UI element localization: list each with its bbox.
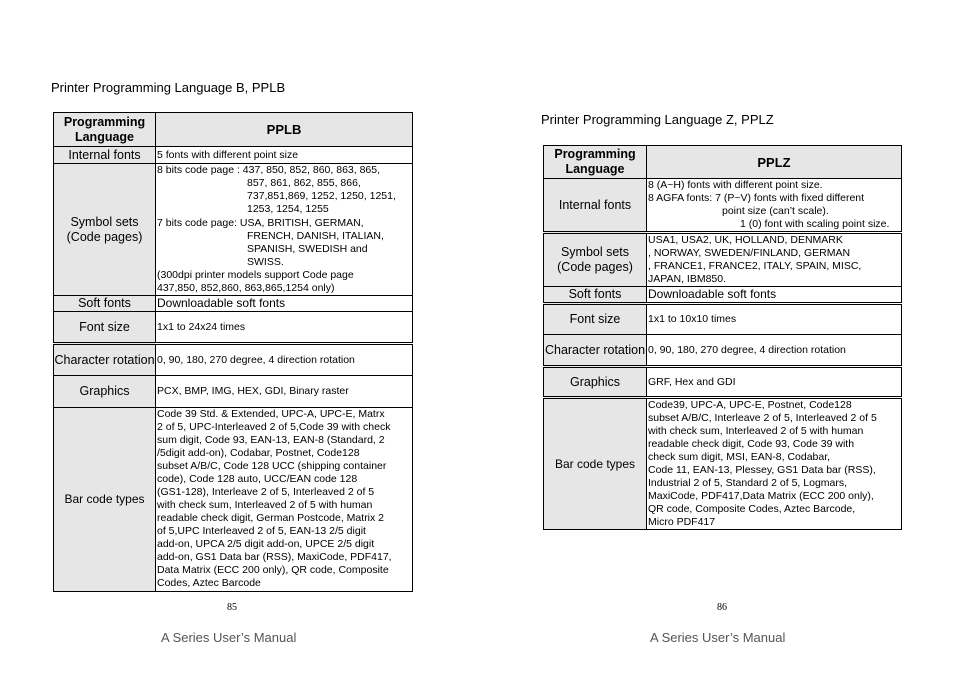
header-label-cell: Programming Language <box>544 146 647 179</box>
symbol-line: 857, 861, 862, 855, 866, <box>247 177 361 189</box>
barcode-line: with check sum, Interleaved 2 of 5 with human <box>157 499 373 511</box>
barcode-line: readable check digit, German Postcode, Matrix 2 <box>157 512 385 524</box>
internal-fonts-line: 1 (0) font with scaling point size. <box>740 218 890 230</box>
font-size-label: Font size <box>54 312 156 344</box>
left-footer: A Series User’s Manual <box>161 630 297 645</box>
soft-fonts-label: Soft fonts <box>54 296 156 312</box>
soft-fonts-label: Soft fonts <box>544 287 647 304</box>
symbol-line: SPANISH, SWEDISH and <box>247 243 368 255</box>
barcode-line: /5digit add-on), Codabar, Postnet, Code128 <box>157 447 360 459</box>
barcode-types-value <box>156 408 413 592</box>
barcode-line: sum digit, Code 93, EAN-13, EAN-8 (Standard, 2 <box>157 434 385 446</box>
character-rotation-label: Character rotation <box>54 344 156 376</box>
font-size-value: 1x1 to 24x24 times <box>156 312 413 344</box>
barcode-types-label: Bar code types <box>544 398 647 530</box>
symbol-line: 1253, 1254, 1255 <box>247 203 329 215</box>
barcode-line: code), Code 128 auto, UCC/EAN code 128 <box>157 473 358 485</box>
barcode-line: QR code, Composite Codes, Aztec Barcode, <box>648 503 856 515</box>
pplz-spec-table <box>543 145 902 530</box>
font-size-value: 1x1 to 10x10 times <box>647 304 902 335</box>
barcode-line: Micro PDF417 <box>648 516 716 528</box>
barcode-line: MaxiCode, PDF417,Data Matrix (ECC 200 only), <box>648 490 874 502</box>
soft-fonts-value: Downloadable soft fonts <box>647 287 902 304</box>
barcode-line: Code39, UPC-A, UPC-E, Postnet, Code128 <box>648 399 852 411</box>
barcode-line: Code 11, EAN-13, Plessey, GS1 Data bar (RSS), <box>648 464 876 476</box>
left-page-number: 85 <box>227 602 237 613</box>
barcode-line: add-on, GS1 Data bar (RSS), MaxiCode, PDF417, <box>157 551 392 563</box>
symbol-line: 437,850, 852,860, 863,865,1254 only) <box>157 282 335 294</box>
barcode-line: (GS1-128), Interleave 2 of 5, Interleaved 2 of 5 <box>157 486 375 498</box>
symbol-sets-label: Symbol sets (Code pages) <box>544 233 647 287</box>
barcode-line: Codes, Aztec Barcode <box>157 577 261 589</box>
symbol-line: SWISS. <box>247 256 284 268</box>
symbol-line: 7 bits code page: USA, BRITISH, GERMAN, <box>157 217 364 229</box>
symbol-line: 737,851,869, 1252, 1250, 1251, <box>247 190 396 202</box>
header-value-cell: PPLZ <box>647 146 902 179</box>
barcode-types-value <box>647 398 902 530</box>
right-footer: A Series User’s Manual <box>650 630 786 645</box>
barcode-line: Code 39 Std. & Extended, UPC-A, UPC-E, Matrx <box>157 408 385 420</box>
internal-fonts-label: Internal fonts <box>544 179 647 233</box>
right-page-title: Printer Programming Language Z, PPLZ <box>541 112 774 127</box>
barcode-line: Data Matrix (ECC 200 only), QR code, Composite <box>157 564 389 576</box>
soft-fonts-value: Downloadable soft fonts <box>156 296 413 312</box>
symbol-line: FRENCH, DANISH, ITALIAN, <box>247 230 384 242</box>
character-rotation-label: Character rotation <box>544 335 647 367</box>
pplb-spec-table <box>53 112 413 592</box>
internal-fonts-label: Internal fonts <box>54 147 156 164</box>
barcode-line: subset A/B/C, Interleave 2 of 5, Interleaved 2 of 5 <box>648 412 877 424</box>
internal-fonts-value: 5 fonts with different point size <box>156 147 413 164</box>
graphics-value: PCX, BMP, IMG, HEX, GDI, Binary raster <box>156 376 413 408</box>
symbol-line: 8 bits code page : 437, 850, 852, 860, 863, 865, <box>157 164 381 176</box>
barcode-line: check sum digit, MSI, EAN-8, Codabar, <box>648 451 831 463</box>
symbol-line: (300dpi printer models support Code page <box>157 269 354 281</box>
barcode-line: add-on, UPCA 2/5 digit add-on, UPCE 2/5 digit <box>157 538 375 550</box>
left-page-title: Printer Programming Language B, PPLB <box>51 80 286 95</box>
symbol-line: USA1, USA2, UK, HOLLAND, DENMARK <box>648 234 843 246</box>
graphics-label: Graphics <box>54 376 156 408</box>
symbol-sets-value <box>156 164 413 296</box>
symbol-line: JAPAN, IBM850. <box>648 273 727 285</box>
internal-fonts-line: point size (can’t scale). <box>722 205 829 217</box>
right-page-number: 86 <box>717 602 727 613</box>
symbol-line: , NORWAY, SWEDEN/FINLAND, GERMAN <box>648 247 851 259</box>
graphics-value: GRF, Hex and GDI <box>647 367 902 398</box>
font-size-label: Font size <box>544 304 647 335</box>
graphics-label: Graphics <box>544 367 647 398</box>
barcode-line: of 5,UPC Interleaved 2 of 5, EAN-13 2/5 digit <box>157 525 366 537</box>
barcode-types-label: Bar code types <box>54 408 156 592</box>
character-rotation-value: 0, 90, 180, 270 degree, 4 direction rotation <box>647 335 902 367</box>
header-label-cell: Programming Language <box>54 113 156 147</box>
barcode-line: with check sum, Interleaved 2 of 5 with human <box>648 425 864 437</box>
symbol-sets-value <box>647 233 902 287</box>
barcode-line: readable check digit, Code 93, Code 39 with <box>648 438 855 450</box>
symbol-sets-label: Symbol sets (Code pages) <box>54 164 156 296</box>
internal-fonts-line: 8 (A~H) fonts with different point size. <box>648 179 823 191</box>
barcode-line: 2 of 5, UPC-Interleaved 2 of 5,Code 39 with check <box>157 421 391 433</box>
character-rotation-value: 0, 90, 180, 270 degree, 4 direction rotation <box>156 344 413 376</box>
header-value-cell: PPLB <box>156 113 413 147</box>
symbol-line: , FRANCE1, FRANCE2, ITALY, SPAIN, MISC, <box>648 260 862 272</box>
barcode-line: subset A/B/C, Code 128 UCC (shipping container <box>157 460 387 472</box>
internal-fonts-line: 8 AGFA fonts: 7 (P~V) fonts with fixed different <box>648 192 865 204</box>
barcode-line: Industrial 2 of 5, Standard 2 of 5, Logmars, <box>648 477 848 489</box>
internal-fonts-value <box>647 179 902 233</box>
